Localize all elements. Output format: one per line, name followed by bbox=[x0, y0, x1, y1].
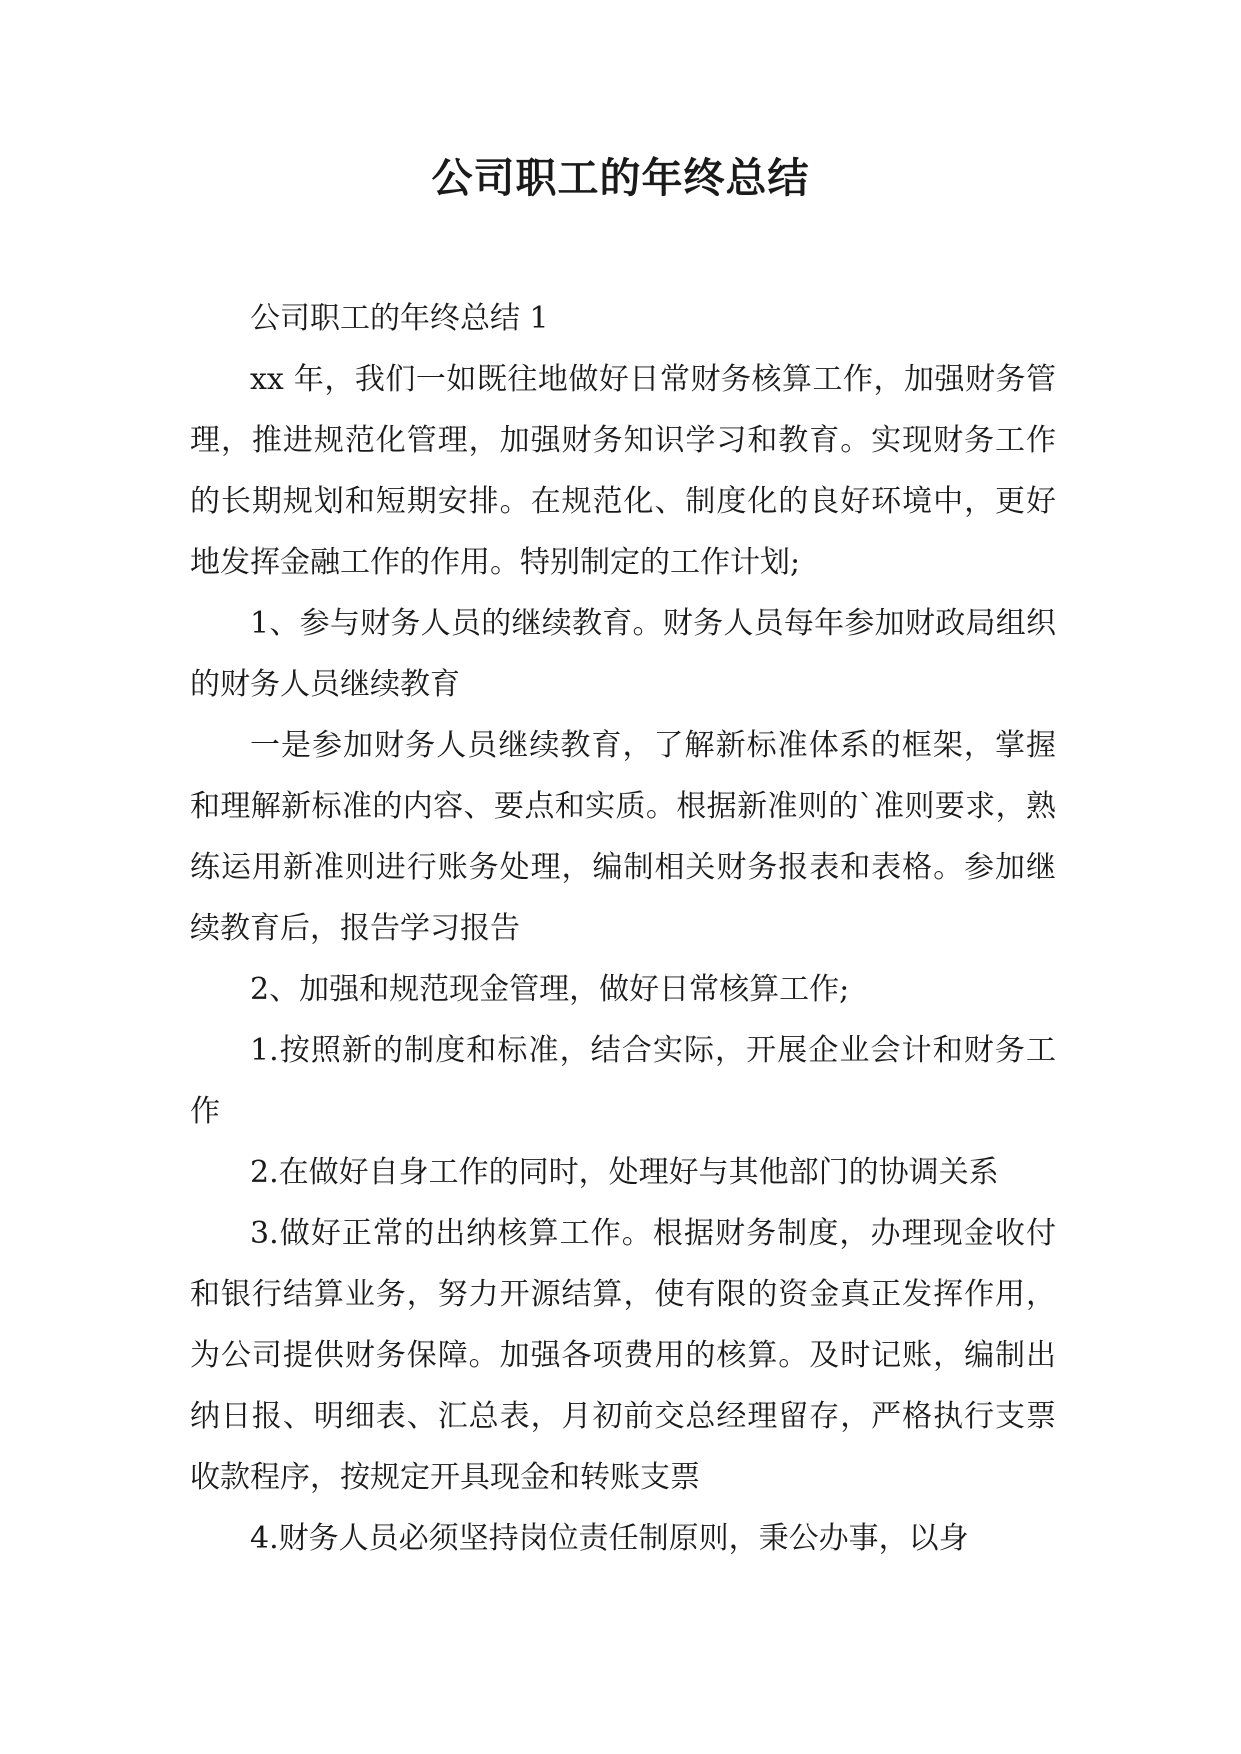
section-heading: 公司职工的年终总结 1 bbox=[250, 301, 549, 336]
paragraph: 2、加强和规范现金管理，做好日常核算工作; bbox=[250, 972, 850, 1007]
paragraph: 1.按照新的制度和标准，结合实际，开展企业会计和财务工作 bbox=[190, 1033, 1056, 1129]
paragraph: 3.做好正常的出纳核算工作。根据财务制度，办理现金收付和银行结算业务，努力开源结算，使有限的资金真正发挥作用，为公司提供财务保障。加强各项费用的核算。及时记账，编制出纳日报、明细表、汇总表，月初前交总经理留存，严格执行支票收款程序，按规定开具现金和转账支票 bbox=[190, 1216, 1056, 1495]
paragraph: 一是参加财务人员继续教育，了解新标准体系的框架，掌握和理解新标准的内容、要点和实质。根据新准则的`准则要求，熟练运用新准则进行账务处理，编制相关财务报表和表格。参加继续教育后，报告学习报告 bbox=[190, 728, 1056, 946]
paragraph: 4.财务人员必须坚持岗位责任制原则，秉公办事，以身 bbox=[250, 1521, 969, 1556]
document-title: 公司职工的年终总结 bbox=[431, 154, 810, 202]
paragraph: xx 年，我们一如既往地做好日常财务核算工作，加强财务管理，推进规范化管理，加强财务知识学习和教育。实现财务工作的长期规划和短期安排。在规范化、制度化的良好环境中，更好地发挥金融工作的作用。特别制定的工作计划; bbox=[190, 362, 1056, 580]
document-body bbox=[190, 288, 1056, 1569]
paragraph: 2.在做好自身工作的同时，处理好与其他部门的协调关系 bbox=[250, 1155, 999, 1190]
paragraph: 1、参与财务人员的继续教育。财务人员每年参加财政局组织的财务人员继续教育 bbox=[190, 606, 1056, 702]
